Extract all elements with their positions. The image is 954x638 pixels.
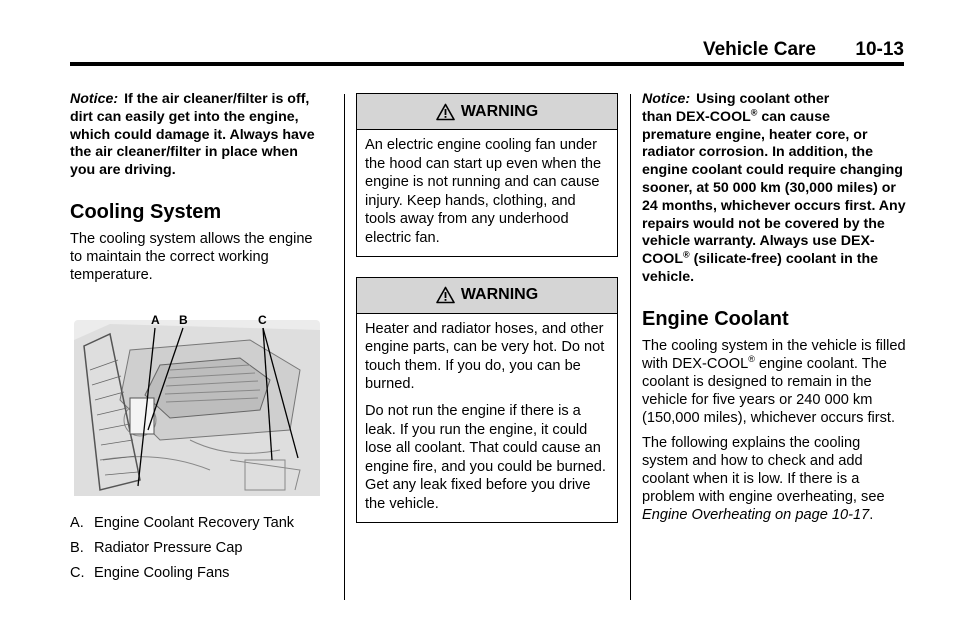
callout-a: A bbox=[151, 312, 160, 327]
notice-coolant-type: Notice: Using coolant other than DEX-COOL® can cause premature engine, heater core, or radiator corrosion. In addition, the engine coolant could require changing sooner, at 50 000 km (30,000 miles) or 24 months, whichever occurs first. Any repairs would not be covered by the vehicle warranty. Always use DEX-COOL® (silicate-free) coolant in the vehicle. bbox=[642, 91, 906, 285]
engine-compartment-illustration bbox=[70, 310, 322, 500]
heading-cooling-system: Cooling System bbox=[70, 200, 222, 223]
column-middle bbox=[356, 93, 618, 523]
cooling-system-intro: The cooling system allows the engine to maintain the correct working temperature. bbox=[70, 230, 313, 283]
section-title: Vehicle Care bbox=[702, 39, 816, 60]
page-header bbox=[70, 38, 904, 66]
warning-box-fan bbox=[356, 93, 618, 257]
legend-item: B. Radiator Pressure Cap bbox=[70, 539, 243, 556]
warning-header bbox=[357, 278, 617, 314]
engine-coolant-text bbox=[642, 337, 906, 524]
heading-engine-coolant: Engine Coolant bbox=[642, 307, 789, 330]
notice-text: If the air cleaner/filter is off, dirt can easily get into the engine, which could damage it. Always have the air cleaner/filter in place when you are driving. bbox=[70, 91, 315, 179]
paragraph: The cooling system in the vehicle is filled with DEX-COOL® engine coolant. The coolant is designed to remain in the vehicle for five years or 240 000 km (150,000 miles), whichever occurs first. bbox=[642, 337, 906, 426]
legend-item: A. Engine Coolant Recovery Tank bbox=[70, 514, 295, 531]
warning-icon bbox=[436, 286, 455, 304]
callout-c: C bbox=[258, 312, 267, 327]
page-number: 10-13 bbox=[855, 39, 904, 60]
column-right bbox=[642, 91, 906, 524]
callout-b: B bbox=[179, 312, 188, 327]
cross-reference-link[interactable]: Engine Overheating on page 10-17 bbox=[642, 506, 870, 523]
warning-body: Heater and radiator hoses, and other engine parts, can be very hot. Do not touch them. If you do, you can be burned. Do not run the engine if there is a leak. If you run the engine, it could lose all coolant. That could cause an engine fire, and you could be burned. Get any leak fixed before you drive the vehicle. bbox=[365, 320, 606, 512]
warning-title: WARNING bbox=[460, 102, 539, 120]
warning-header bbox=[357, 94, 617, 130]
column-divider bbox=[630, 94, 631, 600]
notice-air-filter bbox=[70, 91, 326, 180]
legend-item: C. Engine Cooling Fans bbox=[70, 564, 230, 581]
warning-box-hot-parts bbox=[356, 277, 618, 523]
warning-icon bbox=[436, 103, 455, 121]
column-divider bbox=[344, 94, 345, 600]
figure-legend bbox=[70, 514, 326, 582]
notice-label: Notice: bbox=[70, 91, 119, 107]
warning-body: An electric engine cooling fan under the hood can start up even when the engine is not running and can cause injury. Keep hands, clothing, and tools away from any underhood electric fan. bbox=[365, 137, 602, 246]
column-left bbox=[70, 91, 326, 589]
notice-label: Notice: bbox=[642, 91, 691, 107]
paragraph: The following explains the cooling system and how to check and add coolant when it is low. If there is a problem with engine overheating, see Engine Overheating on page 10-17. bbox=[642, 434, 885, 523]
warning-title: WARNING bbox=[460, 286, 539, 304]
